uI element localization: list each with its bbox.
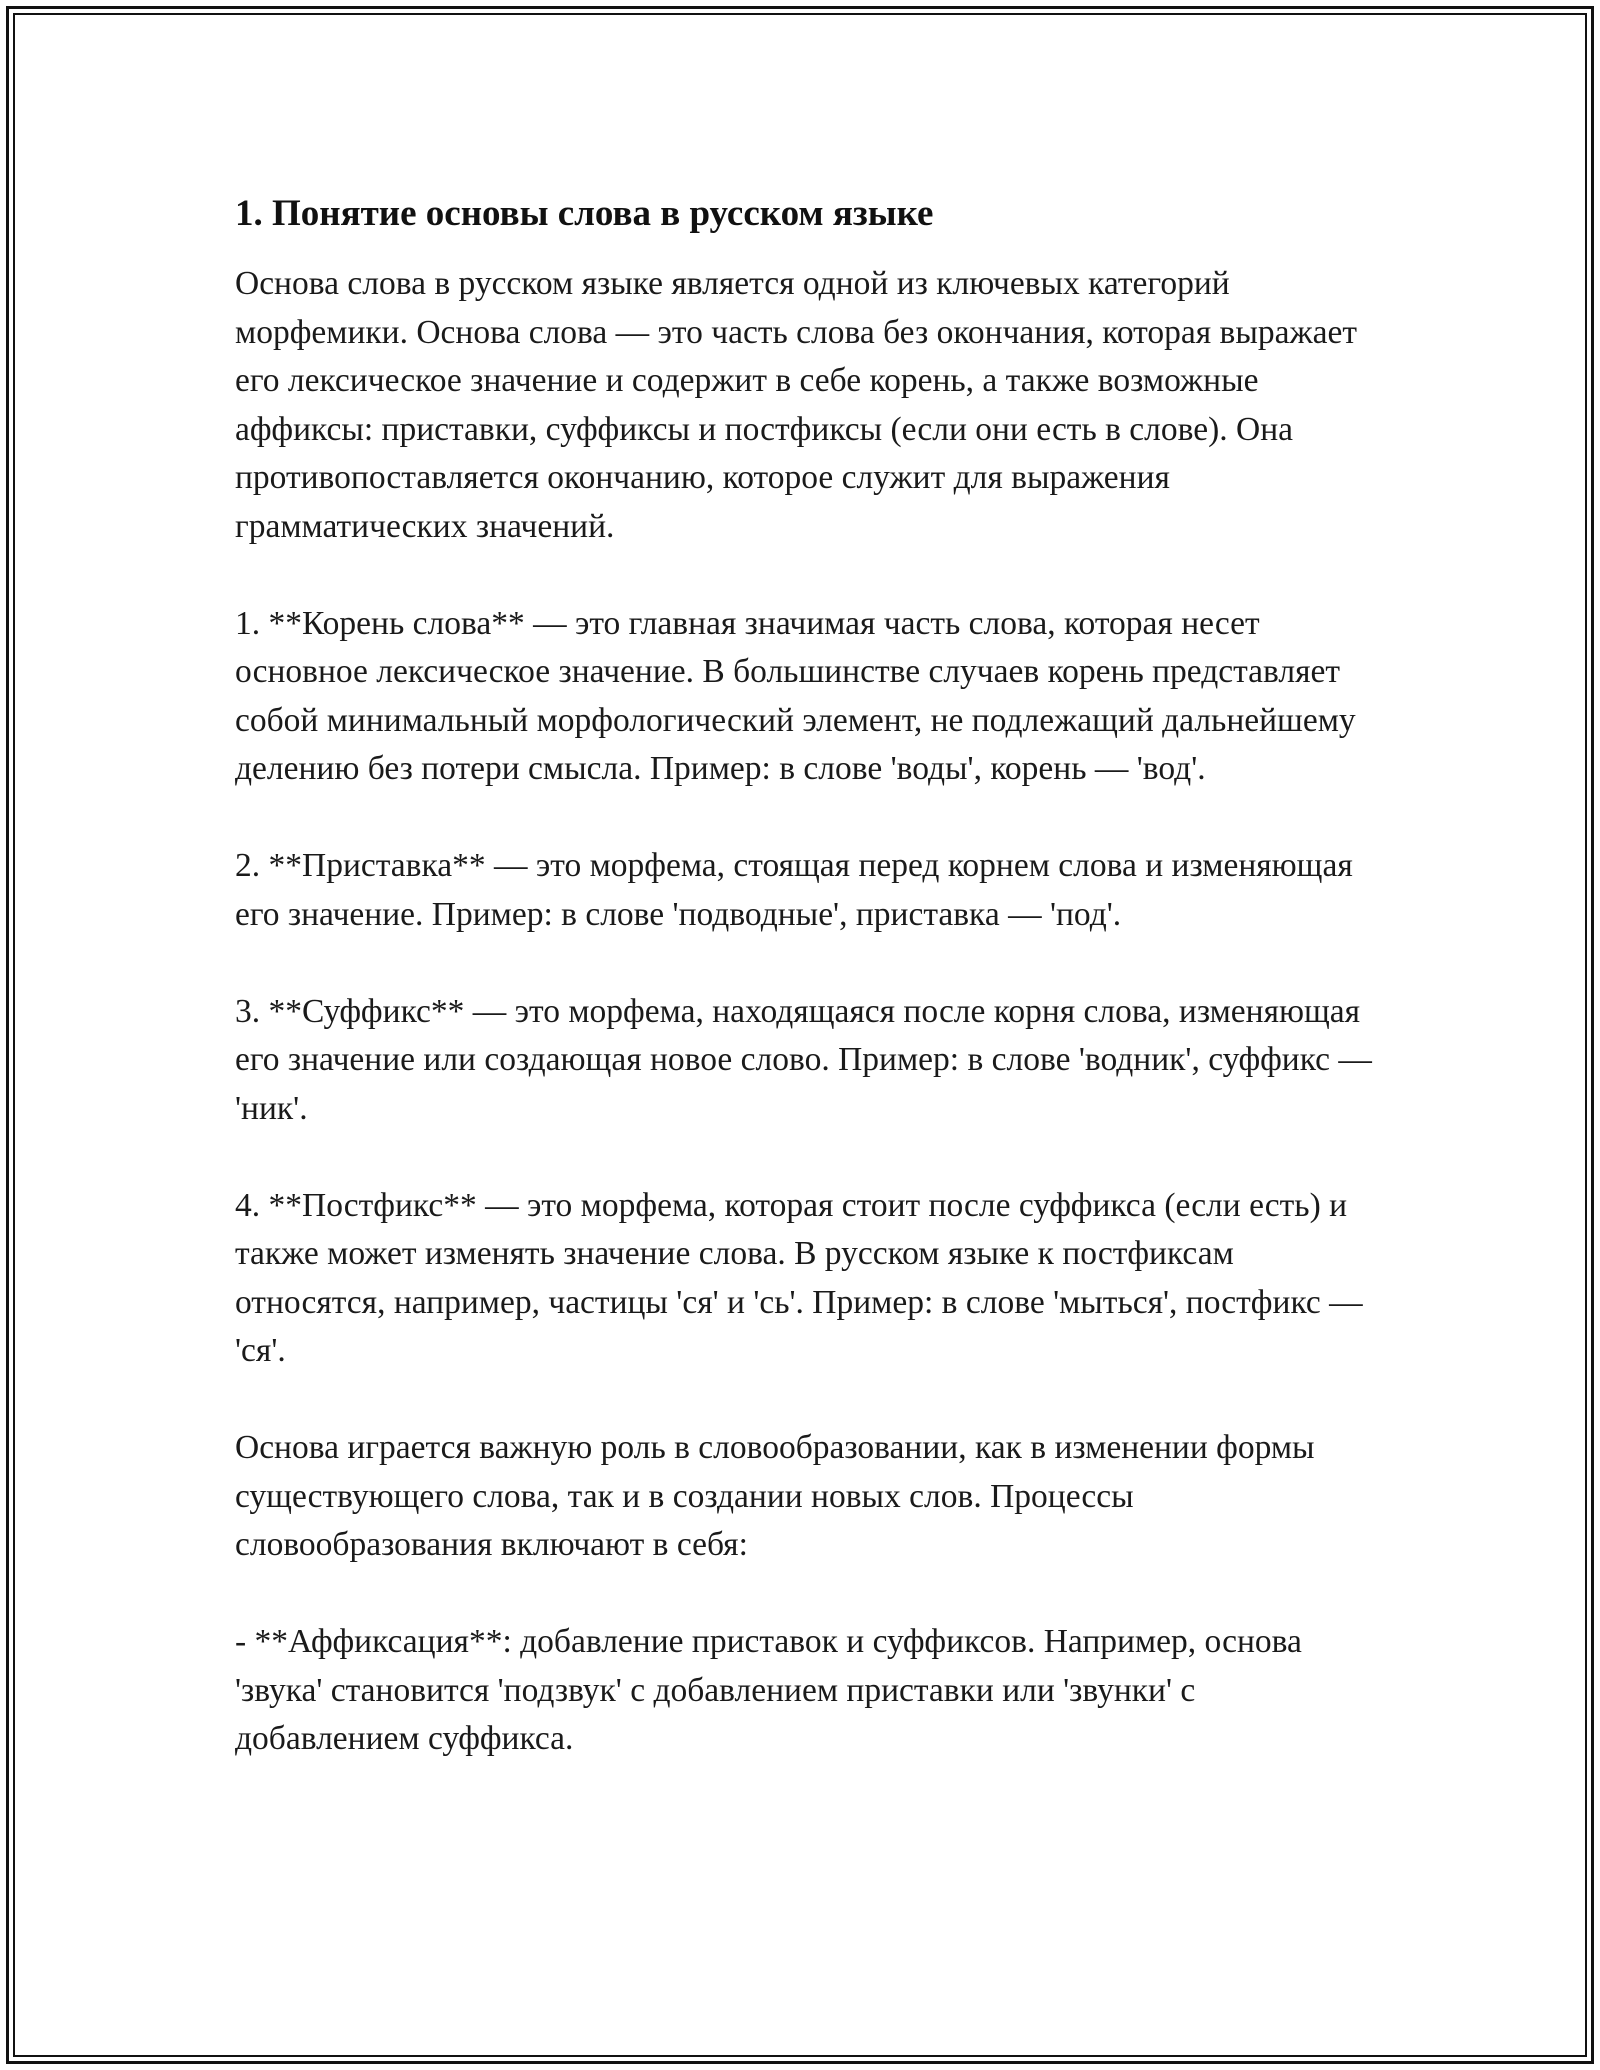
paragraph-word-formation: Основа играется важную роль в словообразовании, как в изменении формы существующего слова, так и в создании новых слов. Процессы словообразования включают в себя:: [235, 1429, 1315, 1563]
document-body: [235, 188, 1385, 1812]
paragraph-intro: Основа слова в русском языке является одной из ключевых категорий морфемики. Основа слова — это часть слова без окончания, которая выражает его лексическое значение и содержит в себе корень, а также возможные аффиксы: приставки, суффиксы и постфиксы (если они есть в слове). Она противопоставляется окончанию, которое служит для выражения грамматических значений.: [235, 265, 1358, 545]
document-title: 1. Понятие основы слова в русском языке: [235, 193, 934, 234]
paragraph-root: 1. **Корень слова** — это главная значимая часть слова, которая несет основное лексическое значение. В большинстве случаев корень представляет собой минимальный морфологический элемент, не подлежащий дальнейшему делению без потери смысла. Пример: в слове 'воды', корень — 'вод'.: [235, 604, 1356, 787]
paragraph-affixation: - **Аффиксация**: добавление приставок и суффиксов. Например, основа 'звука' становится 'подзвук' с добавлением приставки или 'звунки' с добавлением суффикса.: [235, 1623, 1302, 1757]
paragraph-suffix: 3. **Суффикс** — это морфема, находящаяся после корня слова, изменяющая его значение или создающая новое слово. Пример: в слове 'водник', суффикс — 'ник'.: [235, 992, 1372, 1127]
paragraph-postfix: 4. **Постфикс** — это морфема, которая стоит после суффикса (если есть) и также может изменять значение слова. В русском языке к постфиксам относятся, например, частицы 'ся' и 'сь'. Пример: в слове 'мыться', постфикс — 'ся'.: [235, 1186, 1363, 1369]
paragraph-prefix: 2. **Приставка** — это морфема, стоящая перед корнем слова и изменяющая его значение. Пример: в слове 'подводные', приставка — 'под'.: [235, 847, 1353, 933]
